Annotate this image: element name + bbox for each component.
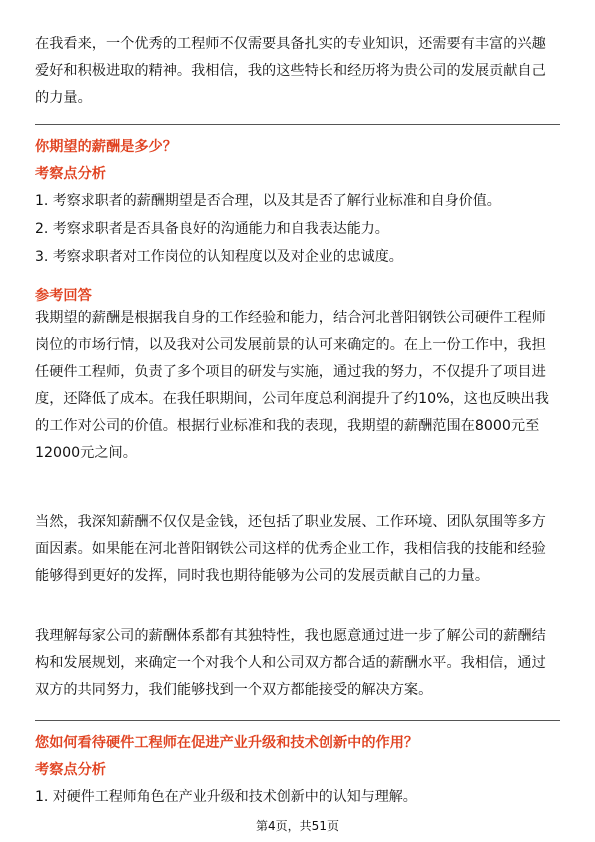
answer-heading: 参考回答	[35, 288, 92, 304]
text-line: 面因素。如果能在河北普阳钢铁公司这样的优秀企业工作，我相信我的技能和经验	[35, 541, 546, 557]
text-line: 我理解每家公司的薪酬体系都有其独特性，我也愿意通过进一步了解公司的薪酬结	[35, 628, 546, 644]
text-line: 当然，我深知薪酬不仅仅是金钱，还包括了职业发展、工作环境、团队氛围等多方	[35, 514, 546, 530]
answer-paragraph	[35, 509, 560, 590]
answer-paragraph	[35, 305, 560, 467]
text-line: 的力量。	[35, 90, 92, 106]
text-line: 爱好和积极进取的精神。我相信，我的这些特长和经历将为贵公司的发展贡献自己	[35, 63, 546, 79]
text-line: 的工作对公司的价值。根据行业标准和我的表现，我期望的薪酬范围在8000元至	[35, 418, 540, 434]
text-line: 双方的共同努力，我们能够找到一个双方都能接受的解决方案。	[35, 682, 433, 698]
text-line: 能够得到更好的发挥，同时我也期待能够为公司的发展贡献自己的力量。	[35, 568, 490, 584]
question-heading: 你期望的薪酬是多少？	[35, 139, 177, 155]
text-line: 构和发展规划，来确定一个对我个人和公司双方都合适的薪酬水平。我相信，通过	[35, 655, 546, 671]
text-line: 度，还降低了成本。在我任职期间，公司年度总利润提升了约10%，这也反映出我	[35, 391, 549, 407]
section-divider	[35, 720, 560, 721]
text-line: 任硬件工程师，负责了多个项目的研发与实施，通过我的努力，不仅提升了项目进	[35, 364, 546, 380]
page-number: 第4页，共51页	[256, 819, 339, 833]
text-line: 12000元之间。	[35, 445, 137, 461]
analysis-item: 3. 考察求职者对工作岗位的认知程度以及对企业的忠诚度。	[35, 249, 403, 265]
answer-paragraph	[35, 623, 560, 704]
analysis-heading: 考察点分析	[35, 166, 106, 182]
question-heading: 您如何看待硬件工程师在促进产业升级和技术创新中的作用？	[35, 735, 419, 751]
section-divider	[35, 124, 560, 125]
intro-paragraph	[35, 31, 560, 112]
analysis-item: 1. 考察求职者的薪酬期望是否合理，以及其是否了解行业标准和自身价值。	[35, 193, 501, 209]
text-line: 在我看来，一个优秀的工程师不仅需要具备扎实的专业知识，还需要有丰富的兴趣	[35, 36, 546, 52]
analysis-item: 1. 对硬件工程师角色在产业升级和技术创新中的认知与理解。	[35, 789, 417, 805]
analysis-item: 2. 考察求职者是否具备良好的沟通能力和自我表达能力。	[35, 221, 389, 237]
text-line: 岗位的市场行情，以及我对公司发展前景的认可来确定的。在上一份工作中，我担	[35, 337, 546, 353]
text-line: 我期望的薪酬是根据我自身的工作经验和能力，结合河北普阳钢铁公司硬件工程师	[35, 310, 546, 326]
analysis-heading: 考察点分析	[35, 762, 106, 778]
